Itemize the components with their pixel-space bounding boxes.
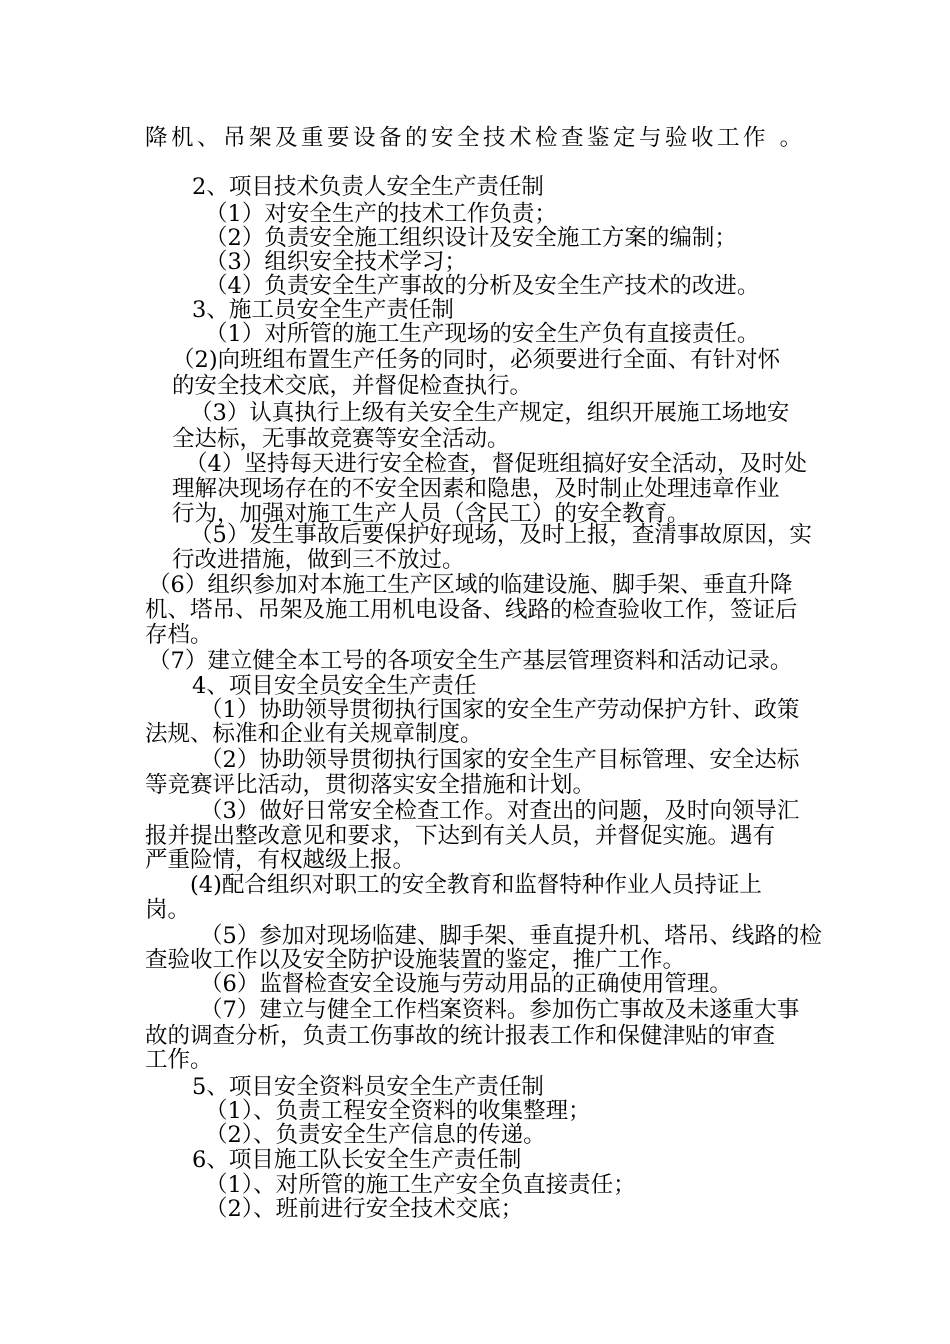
text-line: 报并提出整改意见和要求，下达到有关人员，并督促实施。遇有	[145, 823, 776, 849]
text-line: 查验收工作以及安全防护设施装置的鉴定，推广工作。	[145, 947, 686, 973]
text-line: （4）负责安全生产事故的分析及安全生产技术的改进。	[205, 273, 760, 299]
text-line: （2）、班前进行安全技术交底；	[205, 1196, 524, 1222]
section-heading: 3、施工员安全生产责任制	[192, 297, 454, 323]
text-line: 行改进措施，做到三不放过。	[172, 547, 465, 573]
text-line: （1）对所管的施工生产现场的安全生产负有直接责任。	[205, 321, 760, 347]
text-line: (4)配合组织对职工的安全教育和监督特种作业人员持证上	[190, 872, 762, 898]
text-line: （1）协助领导贯彻执行国家的安全生产劳动保护方针、政策	[200, 697, 800, 723]
text-line: （7）建立健全本工号的各项安全生产基层管理资料和活动记录。	[148, 648, 793, 674]
text-line: 降机、吊架及重要设备的安全技术检查鉴定与验收工作 。	[145, 125, 806, 151]
section-heading: 6、项目施工队长安全生产责任制	[192, 1147, 522, 1173]
text-line: （6）监督检查安全设施与劳动用品的正确使用管理。	[200, 971, 732, 997]
text-line: （3）认真执行上级有关安全生产规定，组织开展施工场地安	[190, 400, 790, 426]
section-heading: 2、项目技术负责人安全生产责任制	[192, 174, 544, 200]
text-line: （2）、负责安全生产信息的传递。	[205, 1122, 546, 1148]
text-line: （7）建立与健全工作档案资料。参加伤亡事故及未遂重大事	[200, 997, 800, 1023]
text-line: 岗。	[145, 897, 191, 923]
text-line: （2)向班组布置生产任务的同时，必须要进行全面、有针对怀	[172, 347, 781, 373]
text-line: 全达标，无事故竞赛等安全活动。	[172, 426, 510, 452]
text-line: 的安全技术交底，并督促检查执行。	[172, 373, 533, 399]
text-line: （1）对安全生产的技术工作负责；	[205, 201, 557, 227]
text-line: （3）做好日常安全检查工作。对查出的问题，及时向领导汇	[200, 798, 800, 824]
text-line: （4）坚持每天进行安全检查，督促班组搞好安全活动，及时处	[185, 451, 807, 477]
text-line: （5）发生事故后要保护好现场，及时上报，查清事故原因，实	[190, 522, 812, 548]
text-line: 法规、标准和企业有关规章制度。	[145, 721, 483, 747]
text-line: （5）参加对现场临建、脚手架、垂直提升机、塔吊、线路的检	[200, 923, 822, 949]
text-line: （2）负责安全施工组织设计及安全施工方案的编制；	[205, 225, 737, 251]
text-line: 严重险情，有权越级上报。	[145, 847, 416, 873]
text-line: 等竞赛评比活动，贯彻落实安全措施和计划。	[145, 772, 596, 798]
text-line: （6）组织参加对本施工生产区域的临建设施、脚手架、垂直升降	[148, 572, 793, 598]
text-line: （3）组织安全技术学习；	[205, 249, 467, 275]
section-heading: 4、项目安全员安全生产责任	[192, 673, 477, 699]
section-heading: 5、项目安全资料员安全生产责任制	[192, 1074, 544, 1100]
text-line: 机、塔吊、吊架及施工用机电设备、线路的检查验收工作，签证后	[145, 597, 798, 623]
text-line: 理解决现场存在的不安全因素和隐患，及时制止处理违章作业	[172, 476, 780, 502]
text-line: 行为，加强对施工生产人员（含民工）的安全教育。	[172, 501, 690, 527]
text-line: 存档。	[145, 622, 213, 648]
text-line: （1）、对所管的施工生产安全负直接责任；	[205, 1172, 636, 1198]
text-line: （2）协助领导贯彻执行国家的安全生产目标管理、安全达标	[200, 747, 800, 773]
text-line: 工作。	[145, 1047, 213, 1073]
text-line: 故的调查分析，负责工伤事故的统计报表工作和保健津贴的审查	[145, 1023, 776, 1049]
text-line: （1）、负责工程安全资料的收集整理；	[205, 1098, 591, 1124]
